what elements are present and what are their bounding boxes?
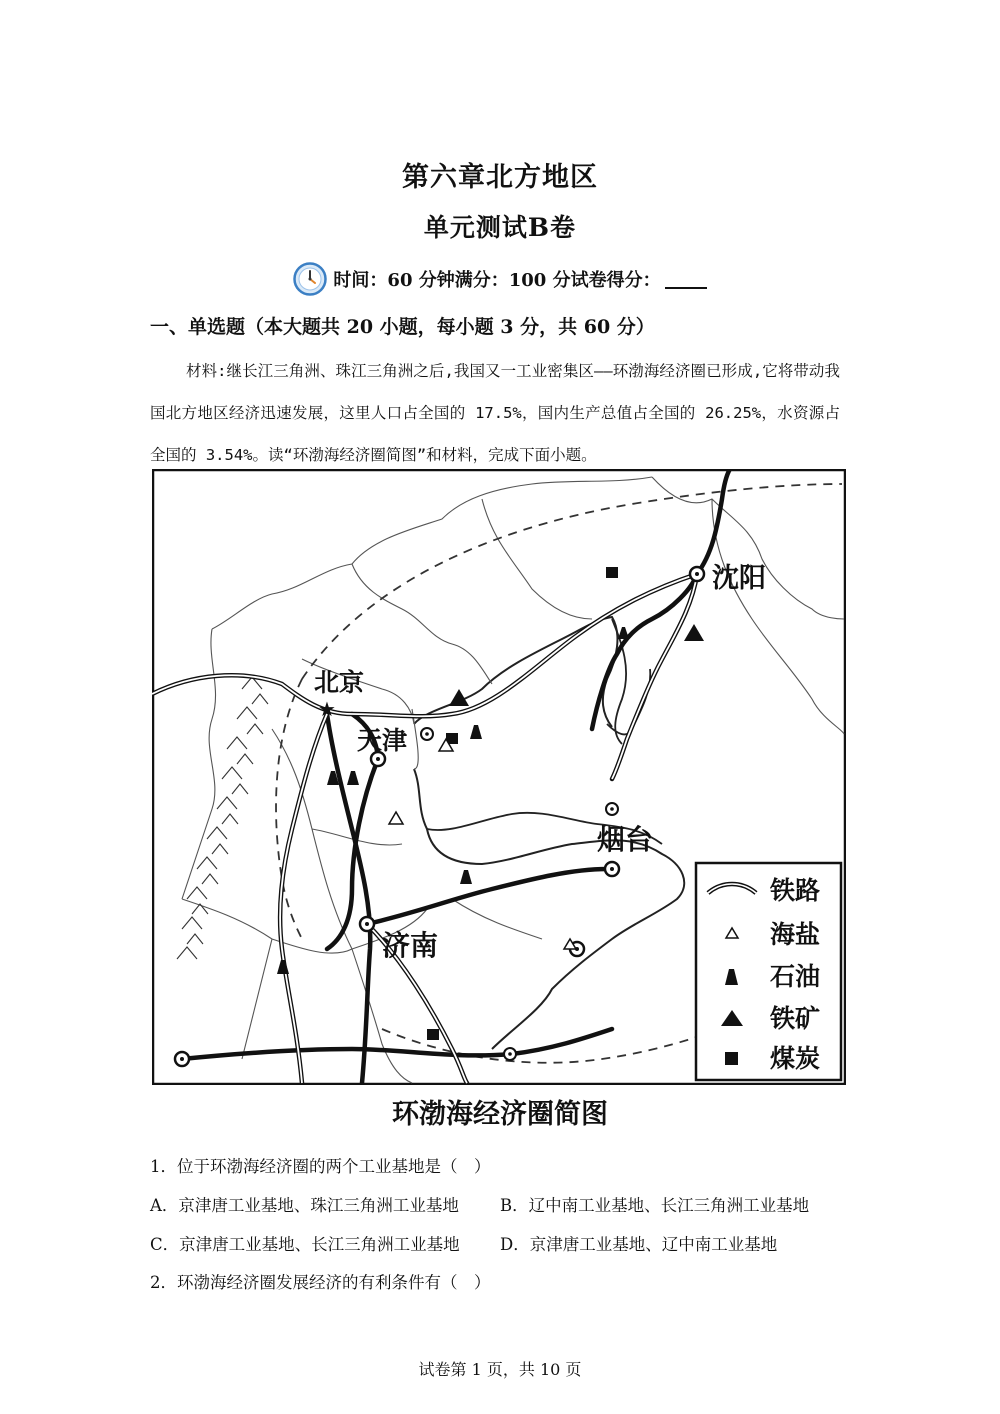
question-1-option-d[interactable]: D．京津唐工业基地、辽中南工业基地 [500, 1235, 778, 1254]
map-caption: 环渤海经济圈简图 [392, 1099, 608, 1130]
question-1-option-b[interactable]: B．辽中南工业基地、长江三角洲工业基地 [500, 1196, 810, 1215]
exam-info-line [0, 262, 1000, 296]
legend-railway: 铁路 [770, 876, 821, 905]
exam-info-text: 时间：60 分钟满分：100 分试卷得分： [333, 270, 661, 291]
score-blank[interactable] [665, 269, 707, 289]
legend-coal-symbol [725, 1052, 738, 1065]
question-2-stem: 2．环渤海经济圈发展经济的有利条件有（ ） [150, 1273, 491, 1292]
legend-oil: 石油 [770, 962, 821, 991]
legend-coal: 煤炭 [770, 1044, 821, 1073]
city-label-yantai: 烟台 [597, 823, 654, 856]
clock-icon [293, 262, 327, 296]
question-1-option-c[interactable]: C．京津唐工业基地、长江三角洲工业基地 [150, 1235, 460, 1254]
city-label-tianjin: 天津 [357, 726, 408, 755]
beijing-marker: ★ [318, 697, 336, 721]
city-label-beijing: 北京 [314, 668, 365, 697]
coal-symbol [606, 567, 618, 578]
page-title: 第六章北方地区 [402, 162, 598, 193]
bohai-economic-circle-map [152, 469, 846, 1085]
section-heading: 一、单选题（本大题共 20 小题，每小题 3 分，共 60 分） [150, 316, 655, 338]
coal-symbol [427, 1029, 439, 1040]
page-subtitle: 单元测试B卷 [423, 213, 577, 242]
material-paragraph: 材料:继长江三角洲、珠江三角洲之后,我国又一工业密集区——环渤海经济圈已形成,它将带动我国北方地区经济迅速发展，这里人口占全国的 17.5%，国内生产总值占全国的 26.25%，水资源占全国的 3.54%。读“环渤海经济圈简图”和材料，完成下面小题。 [150, 362, 840, 464]
question-1-option-a[interactable]: A．京津唐工业基地、珠江三角洲工业基地 [150, 1196, 459, 1215]
legend-sea-salt: 海盐 [770, 920, 821, 949]
question-1-stem: 1．位于环渤海经济圈的两个工业基地是（ ） [150, 1157, 491, 1176]
page-footer: 试卷第 1 页，共 10 页 [418, 1360, 582, 1379]
city-label-jinan: 济南 [382, 929, 439, 962]
legend-iron: 铁矿 [770, 1004, 821, 1033]
city-label-shenyang: 沈阳 [712, 563, 766, 594]
map-legend [696, 863, 841, 1080]
